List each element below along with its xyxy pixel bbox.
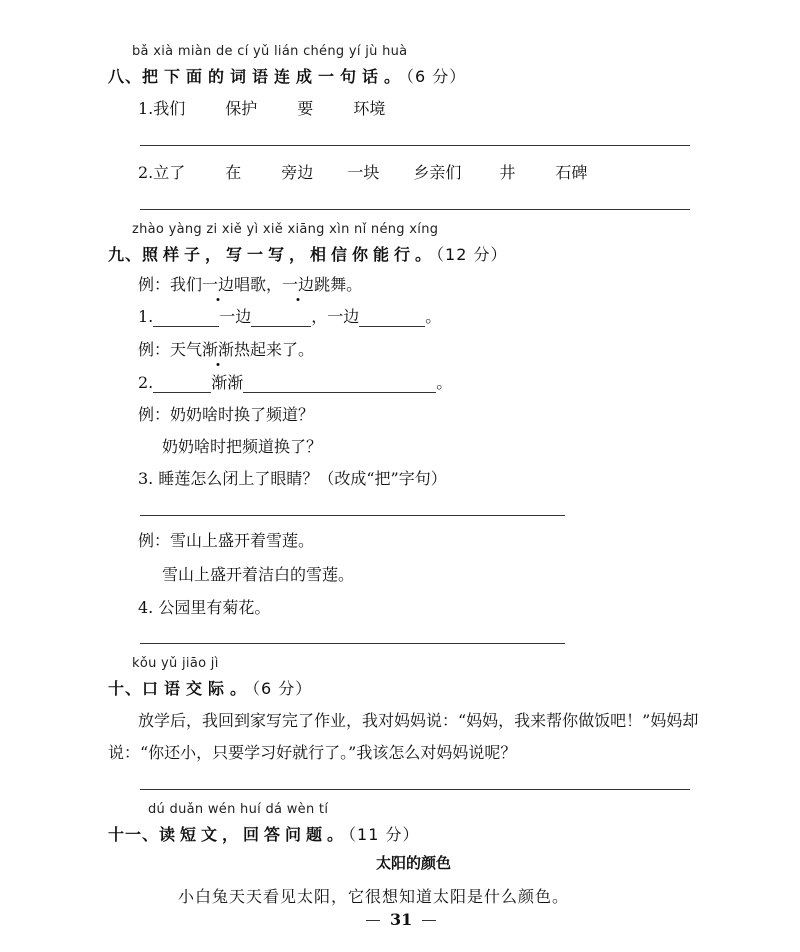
word: 在 xyxy=(225,163,242,182)
s9-example2 xyxy=(138,337,314,360)
text: ，一边 xyxy=(311,307,360,326)
s9-q2 xyxy=(138,370,452,393)
fill-blank[interactable] xyxy=(251,308,311,327)
story-line1: 小白兔天天看见太阳，它很想知道太阳是什么颜色。 xyxy=(178,887,570,906)
s9-example3-line1: 例：奶奶啥时换了频道？ xyxy=(138,405,315,424)
answer-line[interactable] xyxy=(140,789,690,790)
section10-score: （6 分） xyxy=(252,679,313,698)
section8-pinyin: bǎ xià miàn de cí yǔ lián chéng yí jù huà xyxy=(132,44,408,59)
word: 环境 xyxy=(353,99,386,118)
s9-q4: 4. 公园里有菊花。 xyxy=(138,598,271,617)
s9-example4-line2: 雪山上盛开着洁白的雪莲。 xyxy=(162,565,355,584)
section10-heading xyxy=(108,676,312,699)
section11-pinyin: dú duǎn wén huí dá wèn tí xyxy=(148,802,329,817)
page-footer xyxy=(356,910,446,929)
text: 一边 xyxy=(219,307,252,326)
s8-q2-num: 2. xyxy=(138,163,154,182)
num: 1. xyxy=(138,307,154,326)
section8-heading xyxy=(108,64,466,87)
footer-dash xyxy=(422,920,436,921)
fill-blank[interactable] xyxy=(359,308,425,327)
word: 保护 xyxy=(225,99,258,118)
section9-title: 照样子，写一写，相信你能行。 xyxy=(142,245,437,264)
section11-score: （11 分） xyxy=(348,825,420,844)
section10-title: 口语交际。 xyxy=(142,679,253,698)
word: 要 xyxy=(297,99,314,118)
fill-blank[interactable] xyxy=(153,374,211,393)
answer-line[interactable] xyxy=(140,643,565,644)
text: 。 xyxy=(436,373,453,392)
s8-q2 xyxy=(138,160,587,183)
text: 唱歌， xyxy=(234,275,283,294)
answer-line[interactable] xyxy=(140,145,690,146)
section9-heading xyxy=(108,242,507,265)
word: 旁边 xyxy=(281,163,314,182)
word: 立了 xyxy=(153,163,186,182)
section11-number: 十一、 xyxy=(108,825,160,844)
s9-example1 xyxy=(138,272,362,295)
num: 2. xyxy=(138,373,154,392)
section8-title: 把下面的词语连成一句话。 xyxy=(142,67,407,86)
fill-blank[interactable] xyxy=(153,308,219,327)
footer-dash xyxy=(366,920,380,921)
word: 我们 xyxy=(153,99,186,118)
fill-blank[interactable] xyxy=(243,374,436,393)
section8-number: 八、 xyxy=(108,67,143,86)
word: 井 xyxy=(499,163,516,182)
dotted-text: 一边 xyxy=(282,275,315,294)
answer-line[interactable] xyxy=(140,515,565,516)
text: 例：天气 xyxy=(138,340,203,359)
s10-paragraph-line1: 放学后，我回到家写完了作业，我对妈妈说：“妈妈，我来帮你做饭吧！”妈妈却 xyxy=(138,711,699,730)
s9-example3-line2: 奶奶啥时把频道换了？ xyxy=(162,437,323,456)
section9-score: （12 分） xyxy=(436,245,508,264)
s8-q1-num: 1. xyxy=(138,99,154,118)
word: 一块 xyxy=(347,163,380,182)
story-title: 太阳的颜色 xyxy=(376,854,452,872)
text: 热起来了。 xyxy=(234,340,315,359)
section11-heading xyxy=(108,822,419,845)
dotted-text: 渐渐 xyxy=(202,340,235,359)
section8-score: （6 分） xyxy=(406,67,467,86)
s9-example4-line1: 例：雪山上盛开着雪莲。 xyxy=(138,531,315,550)
text: 。 xyxy=(425,307,442,326)
dotted-text: 一边 xyxy=(202,275,235,294)
s9-q1 xyxy=(138,304,441,327)
s8-q1 xyxy=(138,96,385,119)
text: 例：我们 xyxy=(138,275,203,294)
section10-pinyin: kǒu yǔ jiāo jì xyxy=(132,656,219,671)
word: 乡亲们 xyxy=(413,163,462,182)
text: 跳舞。 xyxy=(314,275,363,294)
section10-number: 十、 xyxy=(108,679,143,698)
text: 渐渐 xyxy=(211,373,244,392)
answer-line[interactable] xyxy=(140,209,690,210)
word: 石碑 xyxy=(555,163,588,182)
section9-number: 九、 xyxy=(108,245,143,264)
section9-pinyin: zhào yàng zi xiě yì xiě xiāng xìn nǐ néng xíng xyxy=(132,222,439,237)
s9-q3: 3. 睡莲怎么闭上了眼睛？（改成“把”字句） xyxy=(138,469,447,488)
section11-title: 读短文，回答问题。 xyxy=(159,825,349,844)
page-number: 31 xyxy=(390,910,413,929)
s10-paragraph-line2: 说：“你还小，只要学习好就行了。”我该怎么对妈妈说呢？ xyxy=(108,743,517,762)
